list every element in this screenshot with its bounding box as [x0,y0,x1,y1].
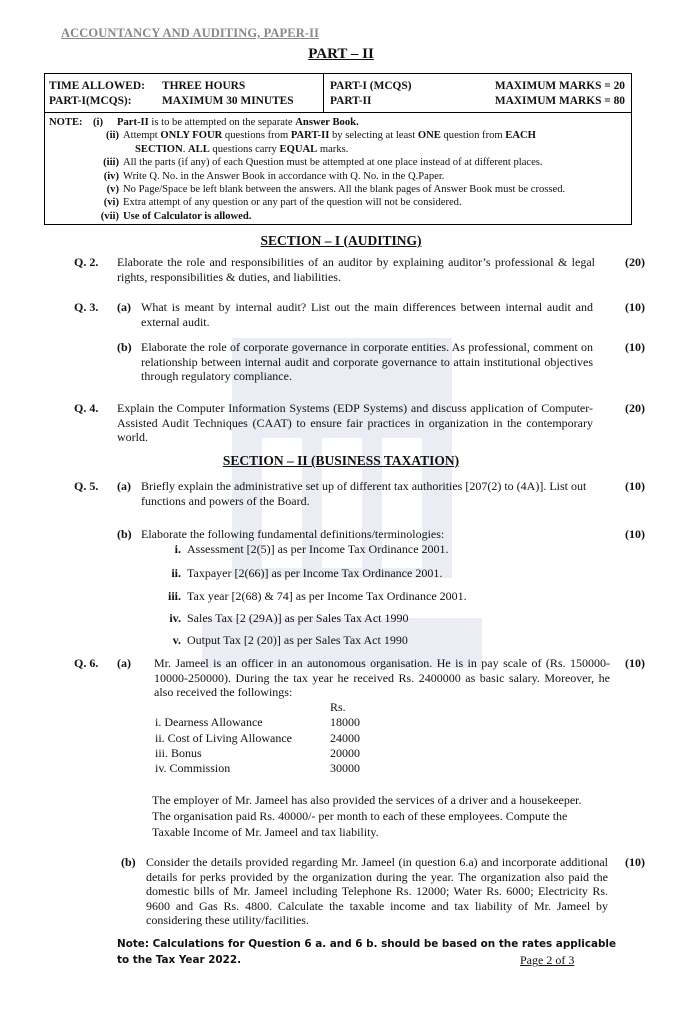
notes-list [45,113,631,223]
note-text: questions from [222,130,291,142]
question-marks: (20) [625,255,645,269]
question-number: Q. 5. [74,479,99,493]
note-text: marks. [317,143,349,155]
definition-text: Assessment [2(5)] as per Income Tax Ordinance 2001. [187,542,449,556]
note-text: No Page/Space be left blank between the answers. All the blank pages of Answer Book must be crossed. [123,184,566,196]
note-text: Write Q. No. in the Answer Book in accordance with Q. No. in the Q.Paper. [123,170,445,182]
part1-label: PART-I (MCQS) [330,80,412,92]
section-2-title: SECTION – II (BUSINESS TAXATION) [222,453,460,468]
question-text: What is meant by internal audit? List out the main differences between internal audit and external audit. [141,300,593,329]
definition-item [163,566,442,581]
subquestion-label: (a) [117,656,131,670]
definition-num: ii. [171,566,181,580]
time-allowed-value: THREE HOURS [162,80,246,92]
note-text: Use of Calculator is allowed. [123,210,252,222]
definition-text: Taxpayer [2(66)] as per Income Tax Ordinance 2001. [187,566,443,580]
item-value: 20000 [330,745,360,760]
table-row [155,761,360,776]
part-title: PART – II [308,46,374,62]
question-marks: (20) [625,401,645,415]
note-num: (iv) [103,170,119,182]
note-num: (ii) [106,130,119,142]
item-label: iii. Bonus [155,745,202,760]
mcq-time-value: MAXIMUM 30 MINUTES [162,95,294,107]
question-text: The employer of Mr. Jameel has also provided the services of a driver and a housekeeper. The organisation paid Rs. 40000/- per month to each of these employees. Compute the Taxable Income of Mr. Jameel and tax liability. [152,793,582,839]
part2-marks: MAXIMUM MARKS = 80 [494,95,625,107]
definition-text: Sales Tax [2 (29A)] as per Sales Tax Act 1990 [187,611,409,625]
note-bold: Part-II [117,117,149,128]
note-num: (vi) [103,197,119,209]
definition-num: iv. [169,611,181,625]
note-text: question from [440,130,506,142]
table-row [155,715,360,730]
part1-marks: MAXIMUM MARKS = 20 [494,80,625,92]
question-marks: (10) [625,340,645,354]
question-marks: (10) [625,855,645,869]
note-item [49,210,631,223]
table-row [155,746,360,761]
note-text: Attempt [123,130,161,142]
note-bold: EACH [505,130,536,142]
allowances-table [155,700,360,776]
page-number: Page 2 of 3 [520,953,575,967]
note-text: All the parts (if any) of each Question must be attempted at one place instead of at different places. [123,157,543,169]
note-bold: ONLY FOUR [160,130,223,142]
note-item [49,196,631,209]
note-item [49,183,631,196]
subquestion-label: (b) [117,527,132,541]
subquestion-label: (b) [121,855,136,869]
subquestion-label: (b) [117,340,132,354]
question-marks: (10) [625,300,645,314]
item-label: iv. Commission [155,761,231,776]
note-item [49,170,631,183]
subquestion-label: (a) [117,479,131,493]
calculation-note: Note: Calculations for Question 6 a. and 6 b. should be based on the rates applicable to the Tax Year 2022. [117,938,617,966]
note-num: (i) [93,117,103,128]
note-num: (v) [106,184,119,196]
note-bold: ONE [417,130,441,142]
definition-item [163,542,449,557]
table-row [155,731,360,746]
item-value: 18000 [330,715,360,730]
instructions-box [44,73,632,225]
question-text: Elaborate the role and responsibilities of an auditor by explaining auditor’s professional & legal rights, responsibilities & duties, and liabilities. [117,255,595,284]
note-text: is to be attempted on the separate [148,117,296,128]
note-item [49,156,631,169]
note-text: by selecting at least [329,130,418,142]
note-item [49,116,631,129]
definition-item [163,633,408,648]
note-num: (vii) [100,210,119,222]
item-value: 30000 [330,761,360,776]
currency-header: Rs. [330,700,346,714]
definition-text: Output Tax [2 (20)] as per Sales Tax Act 1990 [187,633,408,647]
item-label: i. Dearness Allowance [155,715,263,730]
definition-item [163,589,467,604]
note-text: . [182,143,188,155]
note-num: (iii) [103,157,119,169]
item-value: 24000 [330,730,360,745]
note-label: NOTE: [49,117,83,128]
note-item [49,129,631,156]
note-bold: SECTION [135,143,183,155]
section-1-title: SECTION – I (AUDITING) [260,233,422,248]
question-number: Q. 4. [74,401,99,415]
note-text: questions carry [209,143,280,155]
time-allowed-label: TIME ALLOWED: [49,80,145,92]
note-bold: ALL [187,143,210,155]
definition-num: i. [174,542,181,556]
question-marks: (10) [625,479,645,493]
time-marks-row [45,74,631,113]
question-text: Briefly explain the administrative set up of different tax authorities [207(2) to (4A)]. List out functions and powers of the Board. [141,479,587,508]
question-number: Q. 6. [74,656,99,670]
question-number: Q. 2. [74,255,99,269]
mcq-time-label: PART-I(MCQS): [49,95,132,107]
note-bold: EQUAL [279,143,318,155]
paper-title: ACCOUNTANCY AND AUDITING, PAPER-II [61,26,320,40]
question-text: Mr. Jameel is an officer in an autonomous organisation. He is in pay scale of (Rs. 150000-10000-250000). During the tax year he received Rs. 2400000 as basic salary. Moreover, he also received the followings: [154,656,610,699]
definition-text: Tax year [2(68) & 74] as per Income Tax Ordinance 2001. [187,589,467,603]
definition-item [163,611,409,626]
question-text: Explain the Computer Information Systems (EDP Systems) and discuss application of Computer-Assisted Audit Techniques (CAAT) to ensure fair practices in organization in the contemporary world. [117,401,593,444]
question-number: Q. 3. [74,300,99,314]
question-text: Elaborate the role of corporate governance in corporate entities. As professional, comment on relationship between internal audit and corporate governance to attain institutional objectives through regulatory compliance. [141,340,593,383]
definition-num: v. [172,633,181,647]
subquestion-label: (a) [117,300,131,314]
marks-cell [324,74,631,112]
question-marks: (10) [625,527,645,541]
time-cell [45,74,324,112]
note-bold: PART-II [290,130,330,142]
question-marks: (10) [625,656,645,670]
part2-label: PART-II [330,95,372,107]
definition-num: iii. [167,589,181,603]
question-text: Elaborate the following fundamental definitions/terminologies: [141,527,445,541]
note-text: Extra attempt of any question or any part of the question will not be considered. [123,197,462,209]
question-text: Consider the details provided regarding Mr. Jameel (in question 6.a) and incorporate additional details for perks provided by the organization during the year. The organization also paid the domestic bills of Mr. Jameel including Telephone Rs. 12000; Water Rs. 6000; Electricity Rs. 9600 and Gas Rs. 4800. Calculate the taxable income and tax liability of Mr. Jameel by considering these utility/facilities. [146,855,608,927]
note-bold: Answer Book. [295,117,359,128]
item-label: ii. Cost of Living Allowance [155,730,292,745]
